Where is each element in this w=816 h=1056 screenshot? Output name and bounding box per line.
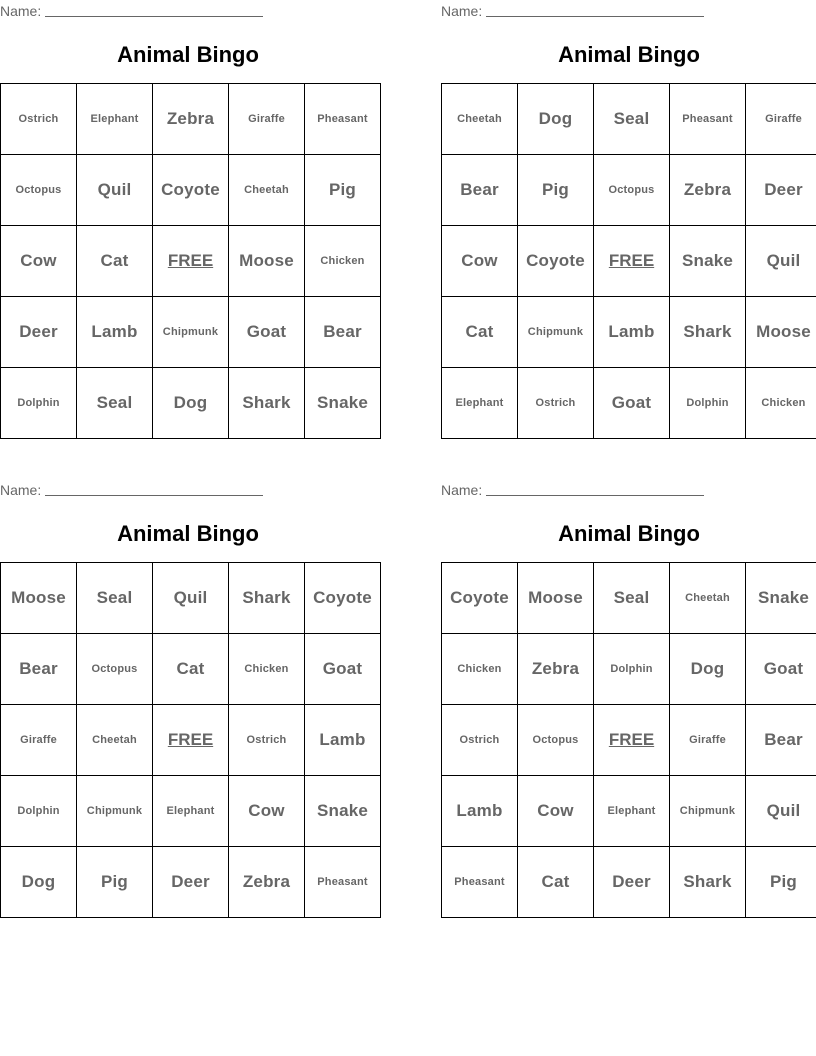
bingo-row <box>1 705 381 776</box>
bingo-row <box>1 84 381 155</box>
bingo-row <box>442 634 816 705</box>
bingo-cell: Quil <box>746 776 816 847</box>
bingo-cell: Chicken <box>229 634 305 705</box>
bingo-cell: Cheetah <box>229 155 305 226</box>
bingo-row <box>1 297 381 368</box>
bingo-cell: Cheetah <box>670 563 746 634</box>
bingo-cell: Octopus <box>1 155 77 226</box>
bingo-cell: Snake <box>305 776 381 847</box>
bingo-cell: Cat <box>518 847 594 918</box>
bingo-row <box>1 634 381 705</box>
card-title: Animal Bingo <box>558 42 700 67</box>
bingo-grid <box>0 83 381 439</box>
free-space-cell: FREE <box>594 226 670 297</box>
bingo-cell: Giraffe <box>229 84 305 155</box>
bingo-cell: Seal <box>594 84 670 155</box>
bingo-cell: Cheetah <box>77 705 153 776</box>
bingo-cell: Ostrich <box>442 705 518 776</box>
bingo-cell: Snake <box>746 563 816 634</box>
bingo-row <box>1 155 381 226</box>
bingo-cell: Ostrich <box>1 84 77 155</box>
bingo-cell: Dolphin <box>1 368 77 439</box>
name-blank-line <box>486 482 704 496</box>
bingo-cell: Cow <box>1 226 77 297</box>
bingo-cell: Quil <box>77 155 153 226</box>
bingo-cell: Zebra <box>153 84 229 155</box>
bingo-cell: Lamb <box>305 705 381 776</box>
bingo-cell: Chipmunk <box>518 297 594 368</box>
bingo-cell: Coyote <box>442 563 518 634</box>
bingo-cell: Octopus <box>594 155 670 226</box>
bingo-cell: Cat <box>153 634 229 705</box>
bingo-cell: Cat <box>442 297 518 368</box>
bingo-row <box>442 705 816 776</box>
bingo-grid <box>441 562 816 918</box>
bingo-cell: Dog <box>153 368 229 439</box>
bingo-cell: Dog <box>518 84 594 155</box>
name-field <box>0 482 263 498</box>
bingo-cell: Elephant <box>77 84 153 155</box>
bingo-grid <box>441 83 816 439</box>
bingo-cell: Chipmunk <box>153 297 229 368</box>
bingo-cell: Coyote <box>153 155 229 226</box>
bingo-cell: Chicken <box>305 226 381 297</box>
bingo-row <box>442 563 816 634</box>
bingo-row <box>1 847 381 918</box>
bingo-cell: Cat <box>77 226 153 297</box>
name-label: Name: <box>0 3 42 19</box>
bingo-cell: Bear <box>305 297 381 368</box>
bingo-cell: Zebra <box>229 847 305 918</box>
bingo-cell: Snake <box>305 368 381 439</box>
free-space-cell: FREE <box>153 226 229 297</box>
bingo-cell: Pig <box>746 847 816 918</box>
bingo-cell: Moose <box>746 297 816 368</box>
bingo-row <box>1 368 381 439</box>
bingo-cell: Ostrich <box>229 705 305 776</box>
bingo-cell: Pheasant <box>442 847 518 918</box>
bingo-cell: Chipmunk <box>77 776 153 847</box>
bingo-cell: Bear <box>746 705 816 776</box>
bingo-row <box>442 84 816 155</box>
bingo-row <box>442 776 816 847</box>
bingo-cell: Quil <box>746 226 816 297</box>
bingo-cell: Pheasant <box>670 84 746 155</box>
bingo-cell: Goat <box>746 634 816 705</box>
bingo-cell: Cow <box>518 776 594 847</box>
card-title: Animal Bingo <box>117 42 259 67</box>
bingo-cell: Elephant <box>153 776 229 847</box>
bingo-cell: Dolphin <box>670 368 746 439</box>
bingo-cell: Shark <box>670 297 746 368</box>
bingo-cell: Goat <box>305 634 381 705</box>
bingo-cell: Coyote <box>305 563 381 634</box>
bingo-cell: Pig <box>77 847 153 918</box>
bingo-cell: Giraffe <box>670 705 746 776</box>
card-title: Animal Bingo <box>117 521 259 546</box>
name-field <box>441 482 704 498</box>
bingo-cell: Shark <box>229 368 305 439</box>
name-label: Name: <box>0 482 42 498</box>
free-space-cell: FREE <box>153 705 229 776</box>
bingo-cell: Seal <box>77 368 153 439</box>
bingo-cell: Goat <box>229 297 305 368</box>
bingo-cell: Elephant <box>442 368 518 439</box>
bingo-cell: Ostrich <box>518 368 594 439</box>
bingo-cell: Dolphin <box>1 776 77 847</box>
bingo-cell: Pheasant <box>305 84 381 155</box>
bingo-row <box>442 297 816 368</box>
bingo-cell: Deer <box>153 847 229 918</box>
name-blank-line <box>486 3 704 17</box>
name-field <box>0 3 263 19</box>
bingo-cell: Cow <box>442 226 518 297</box>
bingo-cell: Moose <box>518 563 594 634</box>
bingo-cell: Quil <box>153 563 229 634</box>
bingo-cell: Pheasant <box>305 847 381 918</box>
bingo-cell: Bear <box>442 155 518 226</box>
bingo-cell: Coyote <box>518 226 594 297</box>
bingo-cell: Goat <box>594 368 670 439</box>
bingo-row <box>442 155 816 226</box>
bingo-cell: Deer <box>594 847 670 918</box>
bingo-cell: Zebra <box>518 634 594 705</box>
name-blank-line <box>45 482 263 496</box>
bingo-grid <box>0 562 381 918</box>
bingo-cell: Octopus <box>77 634 153 705</box>
bingo-cell: Lamb <box>77 297 153 368</box>
bingo-cell: Pig <box>305 155 381 226</box>
bingo-cell: Moose <box>1 563 77 634</box>
bingo-row <box>1 226 381 297</box>
name-label: Name: <box>441 3 483 19</box>
bingo-cell: Lamb <box>442 776 518 847</box>
bingo-row <box>1 563 381 634</box>
bingo-cell: Shark <box>229 563 305 634</box>
name-label: Name: <box>441 482 483 498</box>
name-blank-line <box>45 3 263 17</box>
bingo-cell: Seal <box>594 563 670 634</box>
bingo-row <box>442 226 816 297</box>
bingo-cell: Giraffe <box>1 705 77 776</box>
bingo-cell: Chipmunk <box>670 776 746 847</box>
bingo-cell: Lamb <box>594 297 670 368</box>
bingo-cell: Octopus <box>518 705 594 776</box>
bingo-cell: Dog <box>670 634 746 705</box>
bingo-cell: Deer <box>746 155 816 226</box>
name-field <box>441 3 704 19</box>
bingo-cell: Seal <box>77 563 153 634</box>
bingo-cell: Elephant <box>594 776 670 847</box>
bingo-cell: Cow <box>229 776 305 847</box>
bingo-cell: Chicken <box>746 368 816 439</box>
bingo-row <box>1 776 381 847</box>
free-space-cell: FREE <box>594 705 670 776</box>
bingo-cell: Moose <box>229 226 305 297</box>
bingo-row <box>442 368 816 439</box>
bingo-cell: Shark <box>670 847 746 918</box>
bingo-cell: Chicken <box>442 634 518 705</box>
bingo-cell: Bear <box>1 634 77 705</box>
bingo-cell: Dolphin <box>594 634 670 705</box>
bingo-cell: Giraffe <box>746 84 816 155</box>
bingo-cell: Snake <box>670 226 746 297</box>
bingo-cell: Pig <box>518 155 594 226</box>
bingo-cell: Cheetah <box>442 84 518 155</box>
card-title: Animal Bingo <box>558 521 700 546</box>
bingo-cell: Zebra <box>670 155 746 226</box>
bingo-cell: Dog <box>1 847 77 918</box>
bingo-row <box>442 847 816 918</box>
bingo-cell: Deer <box>1 297 77 368</box>
